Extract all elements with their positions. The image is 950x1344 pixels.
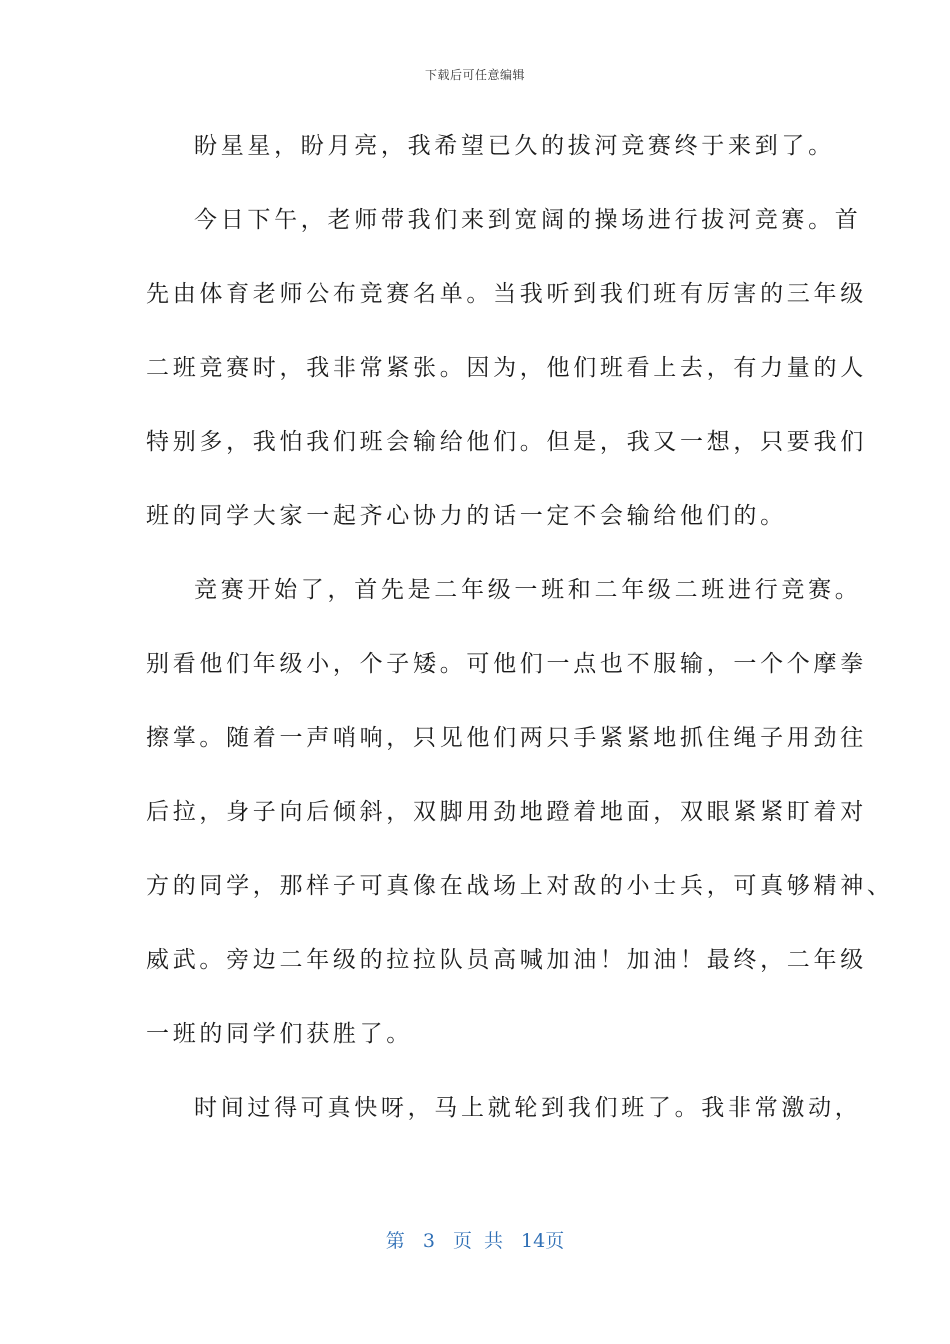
paragraph-line: 盼星星，盼月亮，我希望已久的拔河竞赛终于来到了。 [194, 133, 835, 159]
paragraph-line: 别看他们年级小，个子矮。可他们一点也不服输，一个个摩拳 [146, 651, 867, 677]
paragraph-line: 二班竞赛时，我非常紧张。因为，他们班看上去，有力量的人 [146, 355, 867, 381]
paragraph-line: 时间过得可真快呀，马上就轮到我们班了。我非常激动， [194, 1095, 862, 1121]
paragraph-line: 特别多，我怕我们班会输给他们。但是，我又一想，只要我们 [146, 429, 867, 455]
paragraph-line: 后拉，身子向后倾斜，双脚用劲地蹬着地面，双眼紧紧盯着对 [146, 799, 867, 825]
paragraph-line: 竞赛开始了，首先是二年级一班和二年级二班进行竞赛。 [194, 577, 862, 603]
paragraph-line: 先由体育老师公布竞赛名单。当我听到我们班有厉害的三年级 [146, 281, 867, 307]
paragraph-line: 班的同学大家一起齐心协力的话一定不会输给他们的。 [146, 503, 787, 529]
header-note: 下载后可任意编辑 [424, 68, 525, 82]
paragraph-line: 今日下午，老师带我们来到宽阔的操场进行拔河竞赛。首 [194, 207, 862, 233]
footer-current-page: 3 [422, 1230, 435, 1252]
footer-middle: 页 共 [452, 1230, 503, 1252]
footer-prefix: 第 [385, 1230, 405, 1252]
paragraph-line: 方的同学，那样子可真像在战场上对敌的小士兵，可真够精神、 [146, 873, 894, 899]
page-footer [0, 1226, 950, 1253]
paragraph-line: 擦掌。随着一声哨响，只见他们两只手紧紧地抓住绳子用劲往 [146, 725, 867, 751]
paragraph-line: 一班的同学们获胜了。 [146, 1021, 413, 1047]
footer-total-pages: 14页 [521, 1230, 565, 1252]
paragraph-line: 威武。旁边二年级的拉拉队员高喊加油！加油！最终，二年级 [146, 947, 867, 973]
